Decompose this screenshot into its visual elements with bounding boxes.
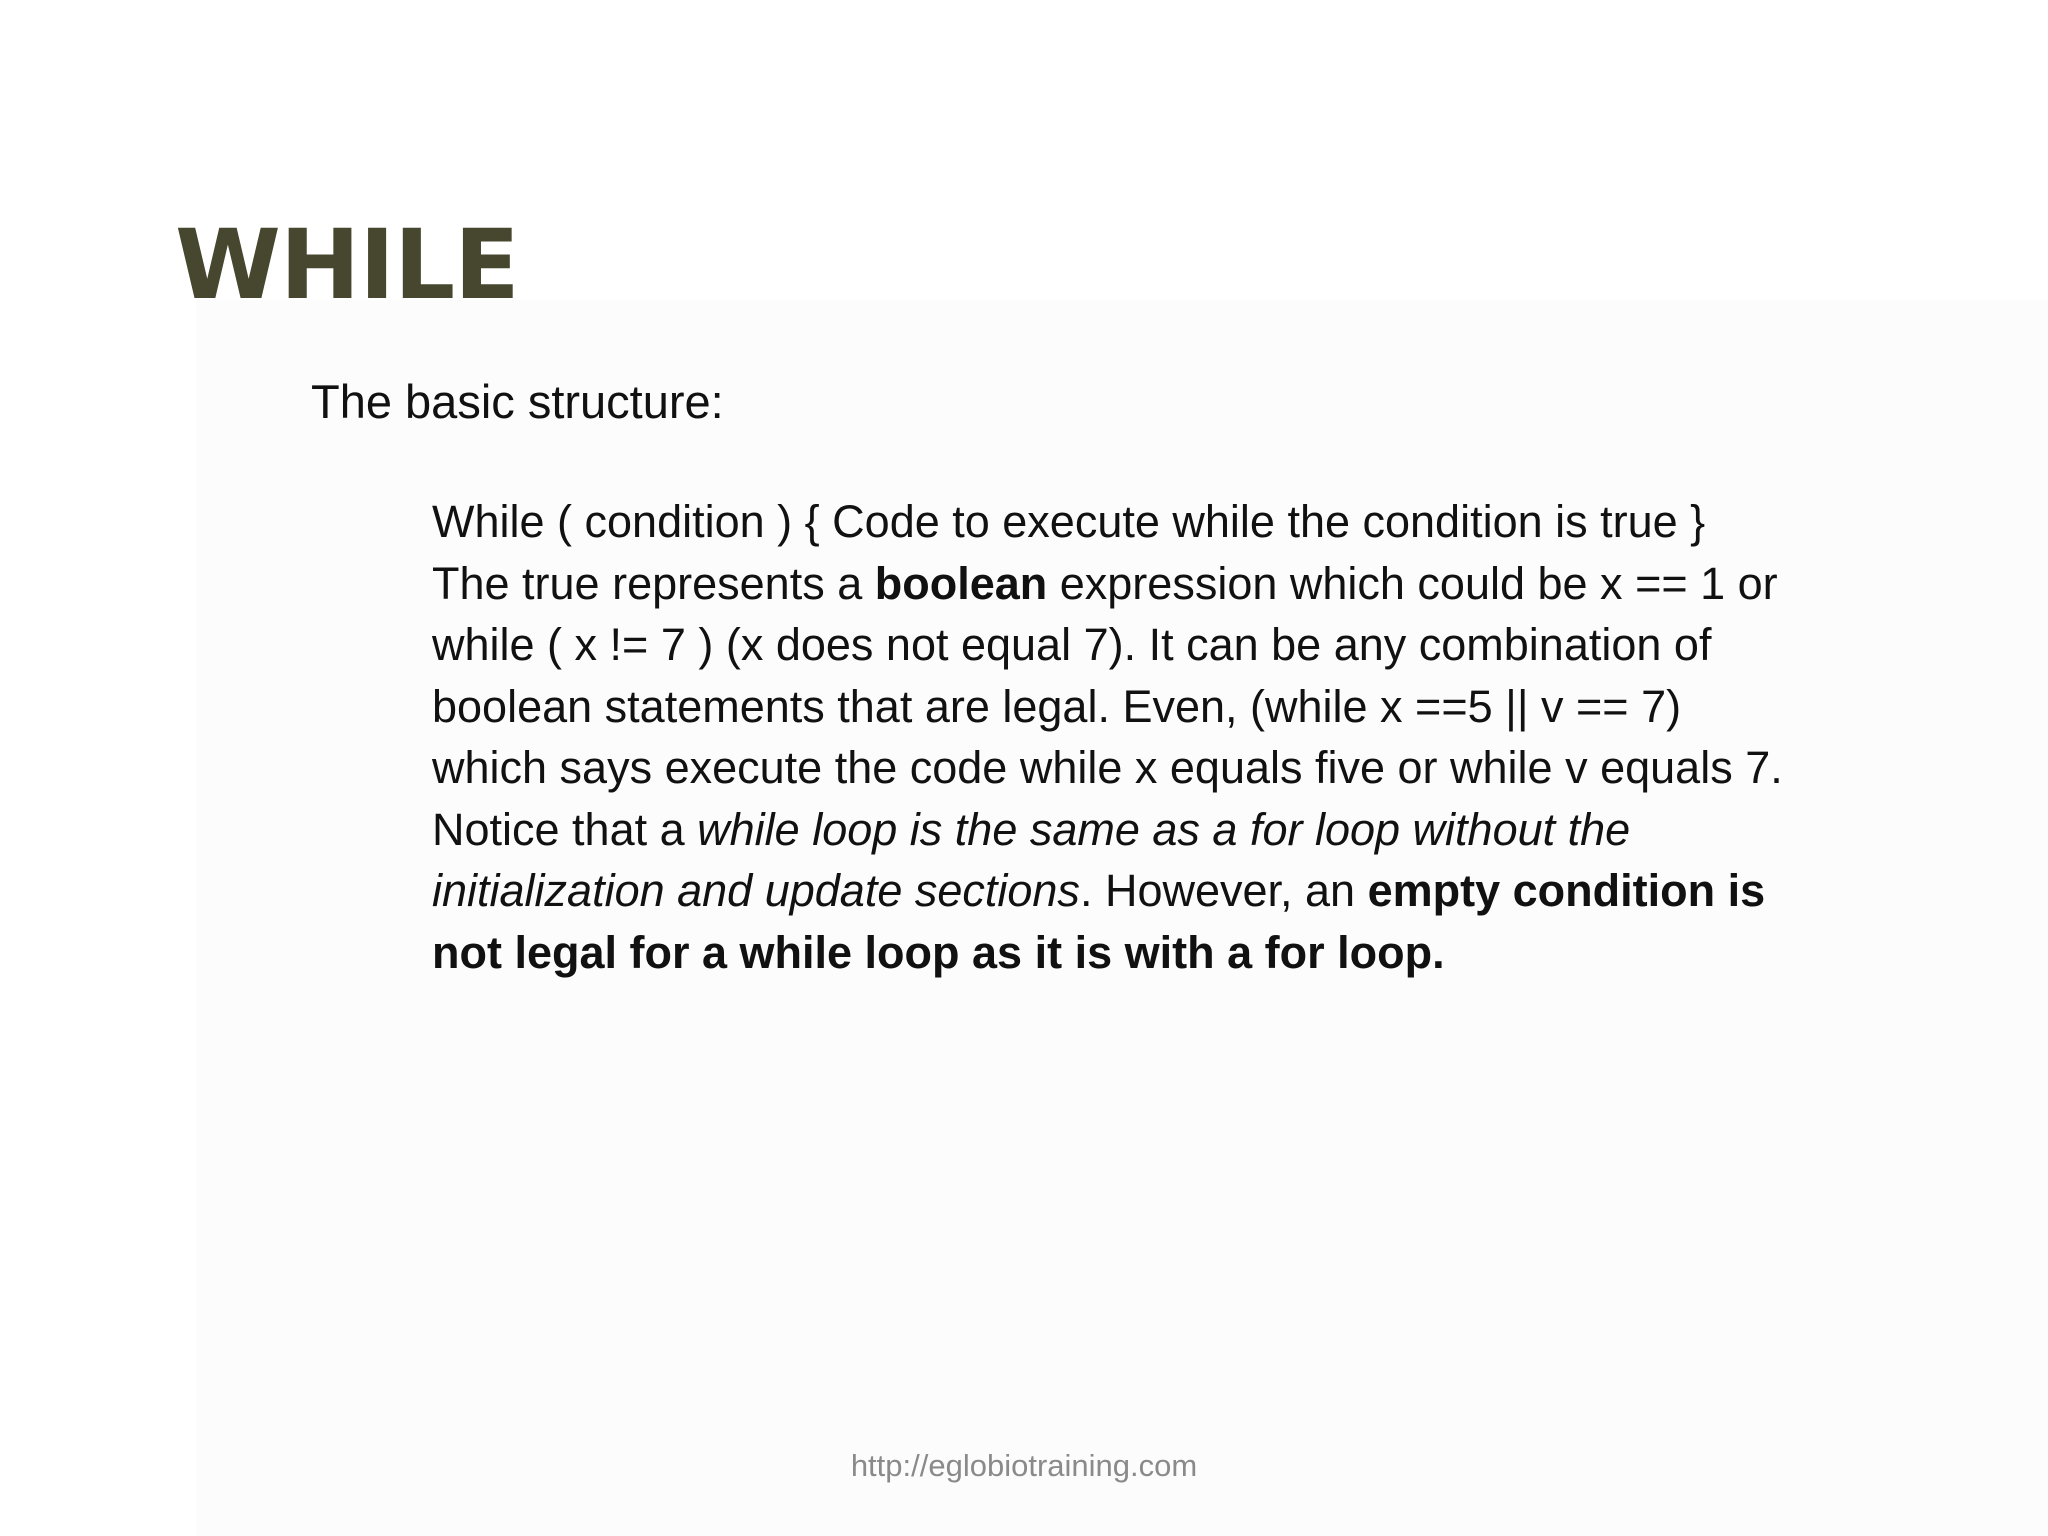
slide-title: WHILE	[175, 209, 519, 321]
boolean-emphasis: boolean	[874, 557, 1048, 609]
bold-conclusion: empty condition is not legal for a while loop as it is with a for loop.	[432, 865, 1766, 978]
body-text-b: expression which could be x == 1 or while ( x != 7 ) (x does not equal 7). It can be any combination of boolean statements that are legal. Even, (while x ==5 || v == 7) which says execute the code while x equals five or while v equals 7. Notice that a	[432, 557, 1783, 855]
subheading: The basic structure:	[311, 375, 724, 428]
body-text-c: . However, an	[1079, 865, 1368, 916]
code-structure-line: While ( condition ) { Code to execute while the condition is true }	[432, 496, 1706, 547]
body-text-a: The true represents a	[432, 557, 875, 609]
footer-url: http://eglobiotraining.com	[850, 1448, 1198, 1483]
body-paragraph	[432, 491, 1792, 983]
italic-emphasis: while loop is the same as a for loop without the initialization and update sections	[432, 803, 1631, 916]
